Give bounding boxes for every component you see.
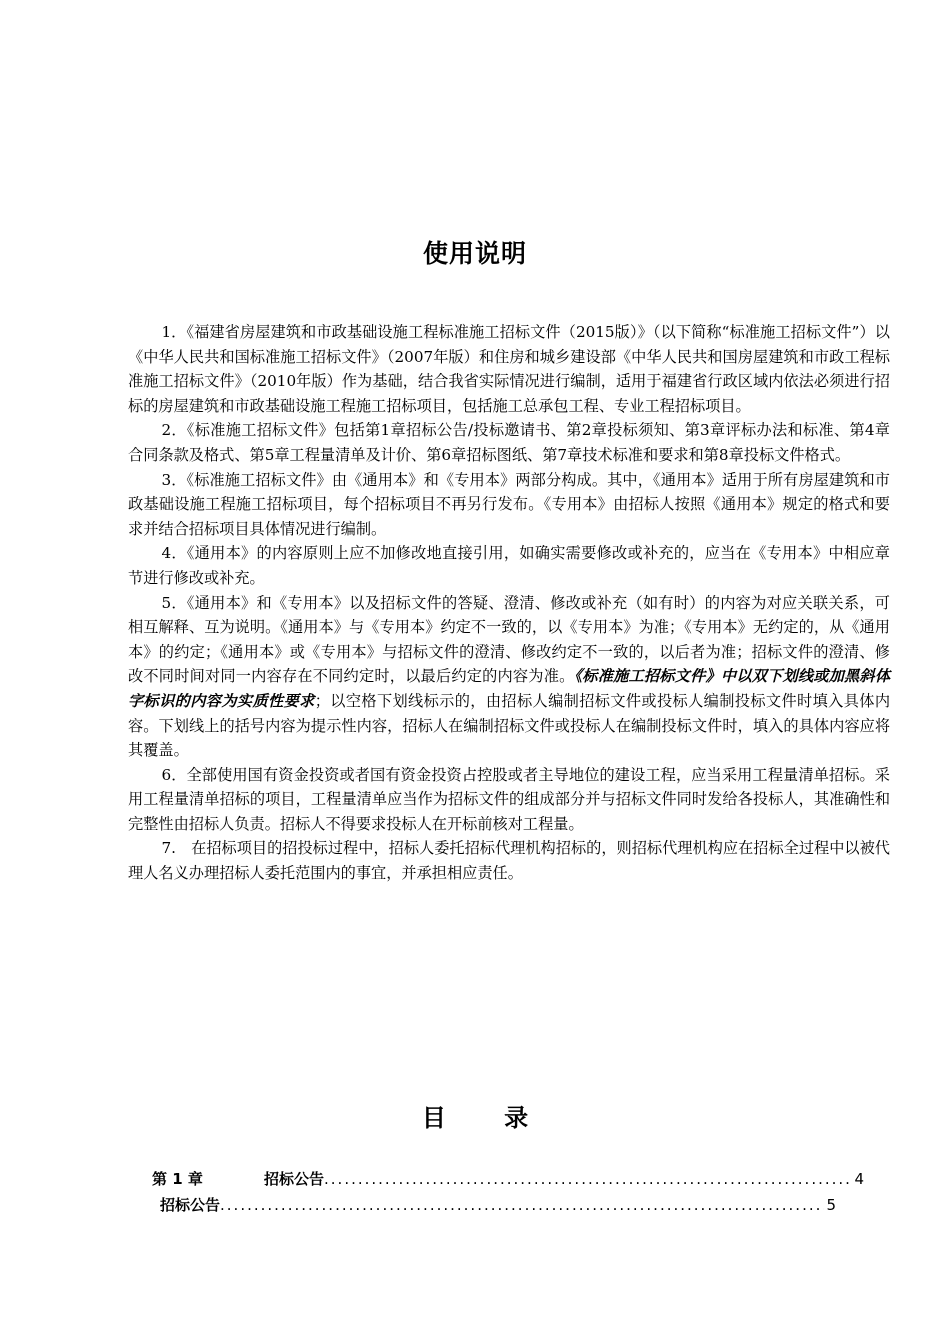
toc-chapter-number: 第 1 章 [152, 1170, 203, 1188]
paragraph-7: 7. 在招标项目的招投标过程中，招标人委托招标代理机构招标的，则招标代理机构应在招标全过程中以被代理人名义办理招标人委托范围内的事宜，并承担相应责任。 [128, 839, 890, 883]
toc-entry-label: 招标公告 [160, 1196, 221, 1214]
paragraph-3: 3．《标准施工招标文件》由《通用本》和《专用本》两部分构成。其中，《通用本》适用于所有房屋建筑和市政基础设施工程施工招标项目，每个招标项目不再另行发布。《专用本》由招标人按照《通用本》规定的格式和要求并结合招标项目具体情况进行编制。 [128, 470, 890, 538]
table-of-contents [152, 1166, 864, 1218]
toc-entry-label: 招标公告 [264, 1170, 325, 1188]
toc-leader-dots [220, 1192, 824, 1218]
paragraph-6: 6．全部使用国有资金投资或者国有资金投资占控股或者主导地位的建设工程，应当采用工程量清单招标。采用工程量清单招标的项目，工程量清单应当作为招标文件的组成部分并与招标文件同时发给各投标人，其准确性和完整性由招标人负责。招标人不得要求投标人在开标前核对工程量。 [128, 765, 890, 833]
paragraph-5-tail: ；以空格下划线标示的，由招标人编制招标文件或投标人编制投标文件时填入具体内容。下划线上的括号内容为提示性内容，招标人在编制招标文件或投标人在编制投标文件时，填入的具体内容应将其覆盖。 [128, 691, 890, 760]
toc-leader-dots [324, 1166, 852, 1192]
toc-page-number: 4 [854, 1170, 864, 1188]
toc-entry[interactable] [152, 1192, 836, 1218]
page-title: 使用说明 [422, 239, 527, 268]
toc-page-number: 5 [826, 1196, 836, 1214]
paragraph-2: 2．《标准施工招标文件》包括第1章招标公告/投标邀请书、第2章投标须知、第3章评标办法和标准、第4章合同条款及格式、第5章工程量清单及计价、第6章招标图纸、第7章技术标准和要求和第8章投标文件格式。 [128, 421, 890, 464]
instructions-body [128, 320, 890, 886]
paragraph-4: 4．《通用本》的内容原则上应不加修改地直接引用，如确实需要修改或补充的，应当在《专用本》中相应章节进行修改或补充。 [128, 544, 890, 587]
toc-entry[interactable] [152, 1166, 864, 1192]
paragraph-5 [128, 591, 890, 763]
paragraph-5-text: 5．《通用本》和《专用本》以及招标文件的答疑、澄清、修改或补充（如有时）的内容为对应关联关系，可相互解释、互为说明。《通用本》与《专用本》约定不一致的，以《专用本》为准；《专用本》无约定的，从《通用本》的约定；《通用本》或《专用本》与招标文件的澄清、修改约定不一致的，以后者为准；招标文件的澄清、修改不同时间对同一内容存在不同约定时，以最后约定的内容为准。 [128, 593, 890, 686]
toc-title: 目 录 [421, 1104, 529, 1132]
substantive-requirement-emphasis: 《标准施工招标文件》中以双下划线或加黑斜体字标识的内容为实质性要求 [128, 667, 891, 710]
paragraph-1: 1．《福建省房屋建筑和市政基础设施工程标准施工招标文件（2015版）》（以下简称“标准施工招标文件”）以《中华人民共和国标准施工招标文件》（2007年版）和住房和城乡建设部《中华人民共和国房屋建筑和市政工程标准施工招标文件》（2010年版）作为基础，结合我省实际情况进行编制，适用于福建省行政区域内依法必须进行招标的房屋建筑和市政基础设施工程施工招标项目，包括施工总承包工程、专业工程招标项目。 [128, 323, 890, 415]
